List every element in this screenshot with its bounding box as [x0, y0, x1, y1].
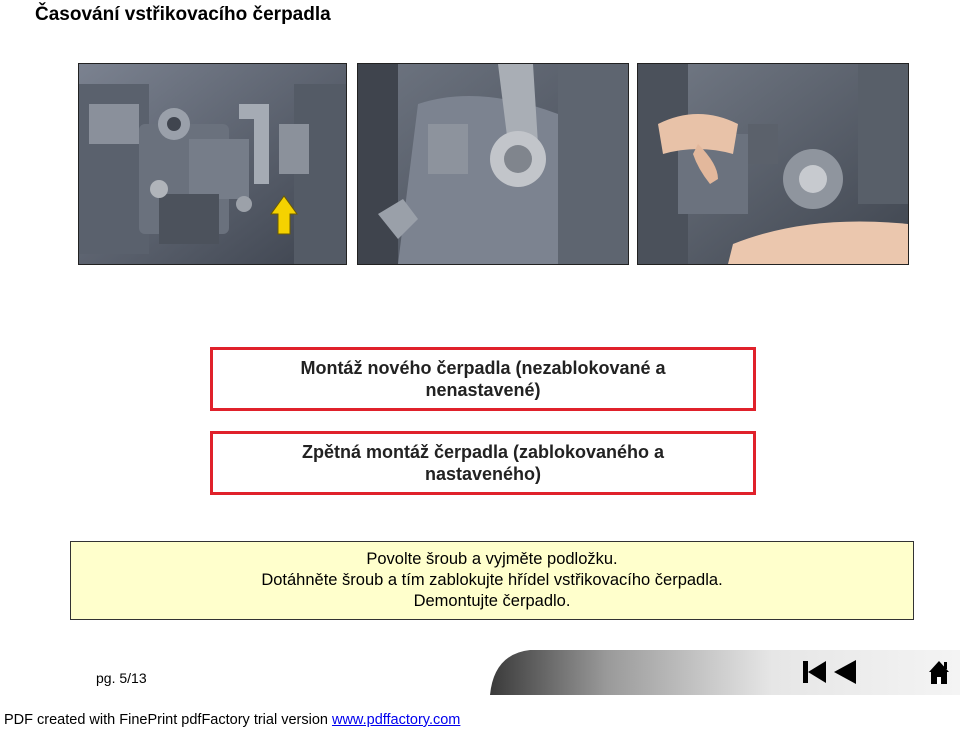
option-reinstall-pump-button[interactable]: [210, 431, 756, 495]
page-number: pg. 5/13: [96, 670, 147, 686]
engine-photo-1: [78, 63, 347, 265]
instructions-box: [70, 541, 914, 620]
engine-photo-3: [637, 63, 909, 265]
instruction-line: Demontujte čerpadlo.: [413, 592, 571, 610]
footer-text: PDF created with FinePrint pdfFactory trial version: [4, 712, 332, 728]
instruction-line: Dotáhněte šroub a tím zablokujte hřídel vstřikovacího čerpadla.: [261, 571, 723, 589]
page-title: Časování vstřikovacího čerpadla: [35, 4, 331, 25]
option-new-pump-label: Montáž nového čerpadla (nezablokované a nenastavené): [300, 358, 666, 400]
engine-photo-2: [357, 63, 629, 265]
navigation-bar: [490, 648, 960, 695]
instruction-line: Povolte šroub a vyjměte podložku.: [366, 550, 618, 568]
pdffactory-link[interactable]: www.pdffactory.com: [331, 712, 461, 728]
footer: [4, 712, 460, 728]
option-reinstall-pump-label: Zpětná montáž čerpadla (zablokovaného a nastaveného): [301, 442, 665, 484]
option-new-pump-button[interactable]: [210, 347, 756, 411]
